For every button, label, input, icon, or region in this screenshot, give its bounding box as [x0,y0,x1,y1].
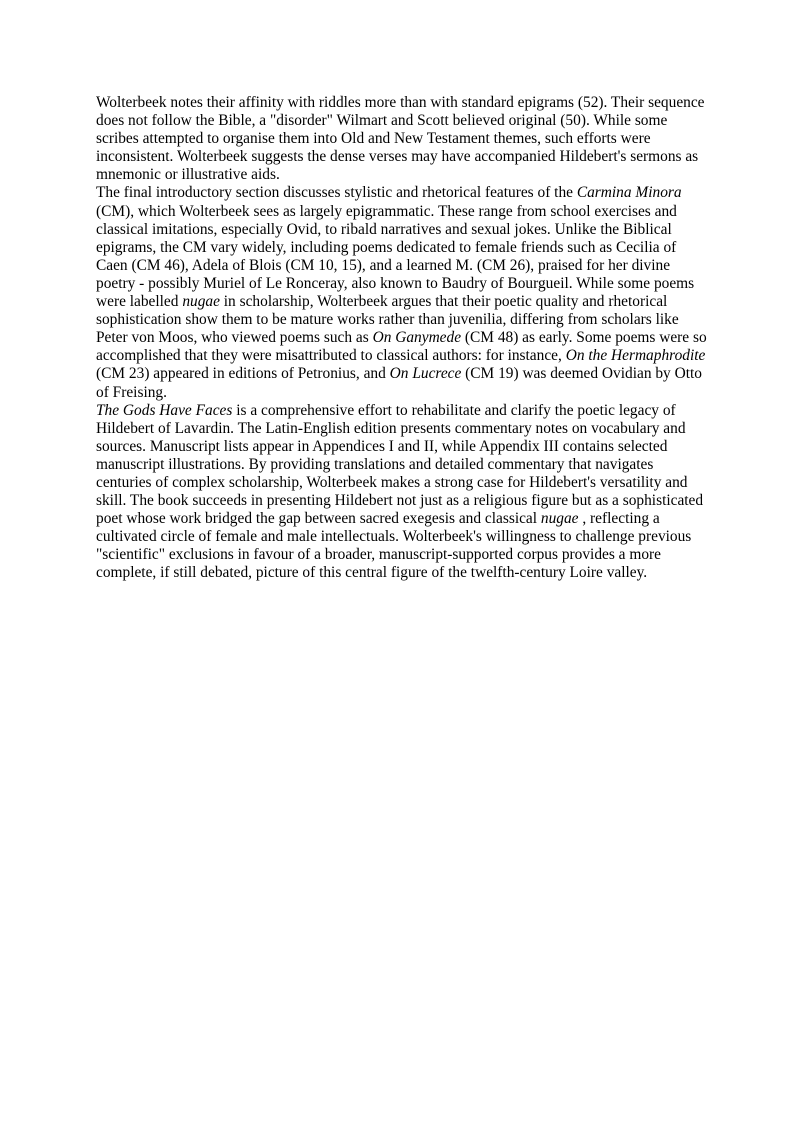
body-text: The final introductory section discusses stylistic and rhetorical features of the [96,184,577,202]
body-text: (CM 48) as early. Some poems were so accomplished that they were misattributed to classical authors: for instance, [96,329,707,365]
document-page [96,94,708,583]
body-text: (CM 19) was deemed Ovidian by Otto of Freising. [96,365,702,401]
body-text: (CM), which Wolterbeek sees as largely epigrammatic. These range from school exercises and classical imitations, especially Ovid, to ribald narratives and sexual jokes. Unlike the Biblical epigrams, the CM vary widely, including poems dedicated to female friends such as Cecilia of Caen (CM 46), Adela of Blois (CM 10, 15), and a learned M. (CM 26), praised for her divine poetry - possibly Muriel of Le Ronceray, also known to Baudry of Bourgueil. While some poems were labelled [96,202,695,311]
italic-title-text: On the Hermaphrodite [565,347,706,365]
italic-title-text: nugae [540,510,579,528]
paragraph-conclusion [96,402,708,583]
paragraph-epigrams [96,94,708,184]
body-text: is a comprehensive effort to rehabilitate and clarify the poetic legacy of Hildebert of Lavardin. The Latin-English edition presents commentary notes on vocabulary and sources. Manuscript lists appear in Appendices I and II, while Appendix III contains selected manuscript illustrations. By providing translations and detailed commentary that navigates centuries of complex scholarship, Wolterbeek makes a strong case for Hildebert's versatility and skill. The book succeeds in presenting Hildebert not just as a religious figure but as a sophisticated poet whose work bridged the gap between sacred exegesis and classical [96,401,704,528]
italic-title-text: Carmina Minora [576,184,682,202]
body-text: (CM 23) appeared in editions of Petronius, and [96,365,390,383]
italic-title-text: The Gods Have Faces [96,401,233,419]
body-text: Wolterbeek notes their affinity with riddles more than with standard epigrams (52). Their sequence does not follow the Bible, a "disorder" Wilmart and Scott believed original (50). While some scribes attempted to organise them into Old and New Testament themes, such efforts were inconsistent. Wolterbeek suggests the dense verses may have accompanied Hildebert's sermons as mnemonic or illustrative aids. [96,94,705,184]
body-text: in scholarship, Wolterbeek argues that their poetic quality and rhetorical sophistication show them to be mature works rather than juvenilia, differing from scholars like Peter von Moos, who viewed poems such as [96,293,679,347]
italic-title-text: On Ganymede [372,329,462,347]
italic-title-text: On Lucrece [389,365,462,383]
paragraph-carmina-minora [96,184,708,401]
italic-title-text: nugae [182,293,220,311]
body-text: , reflecting a cultivated circle of female and male intellectuals. Wolterbeek's willingness to challenge previous "scientific" exclusions in favour of a broader, manuscript-supported corpus provides a more complete, if still debated, picture of this central figure of the twelfth-century Loire valley. [96,510,692,582]
